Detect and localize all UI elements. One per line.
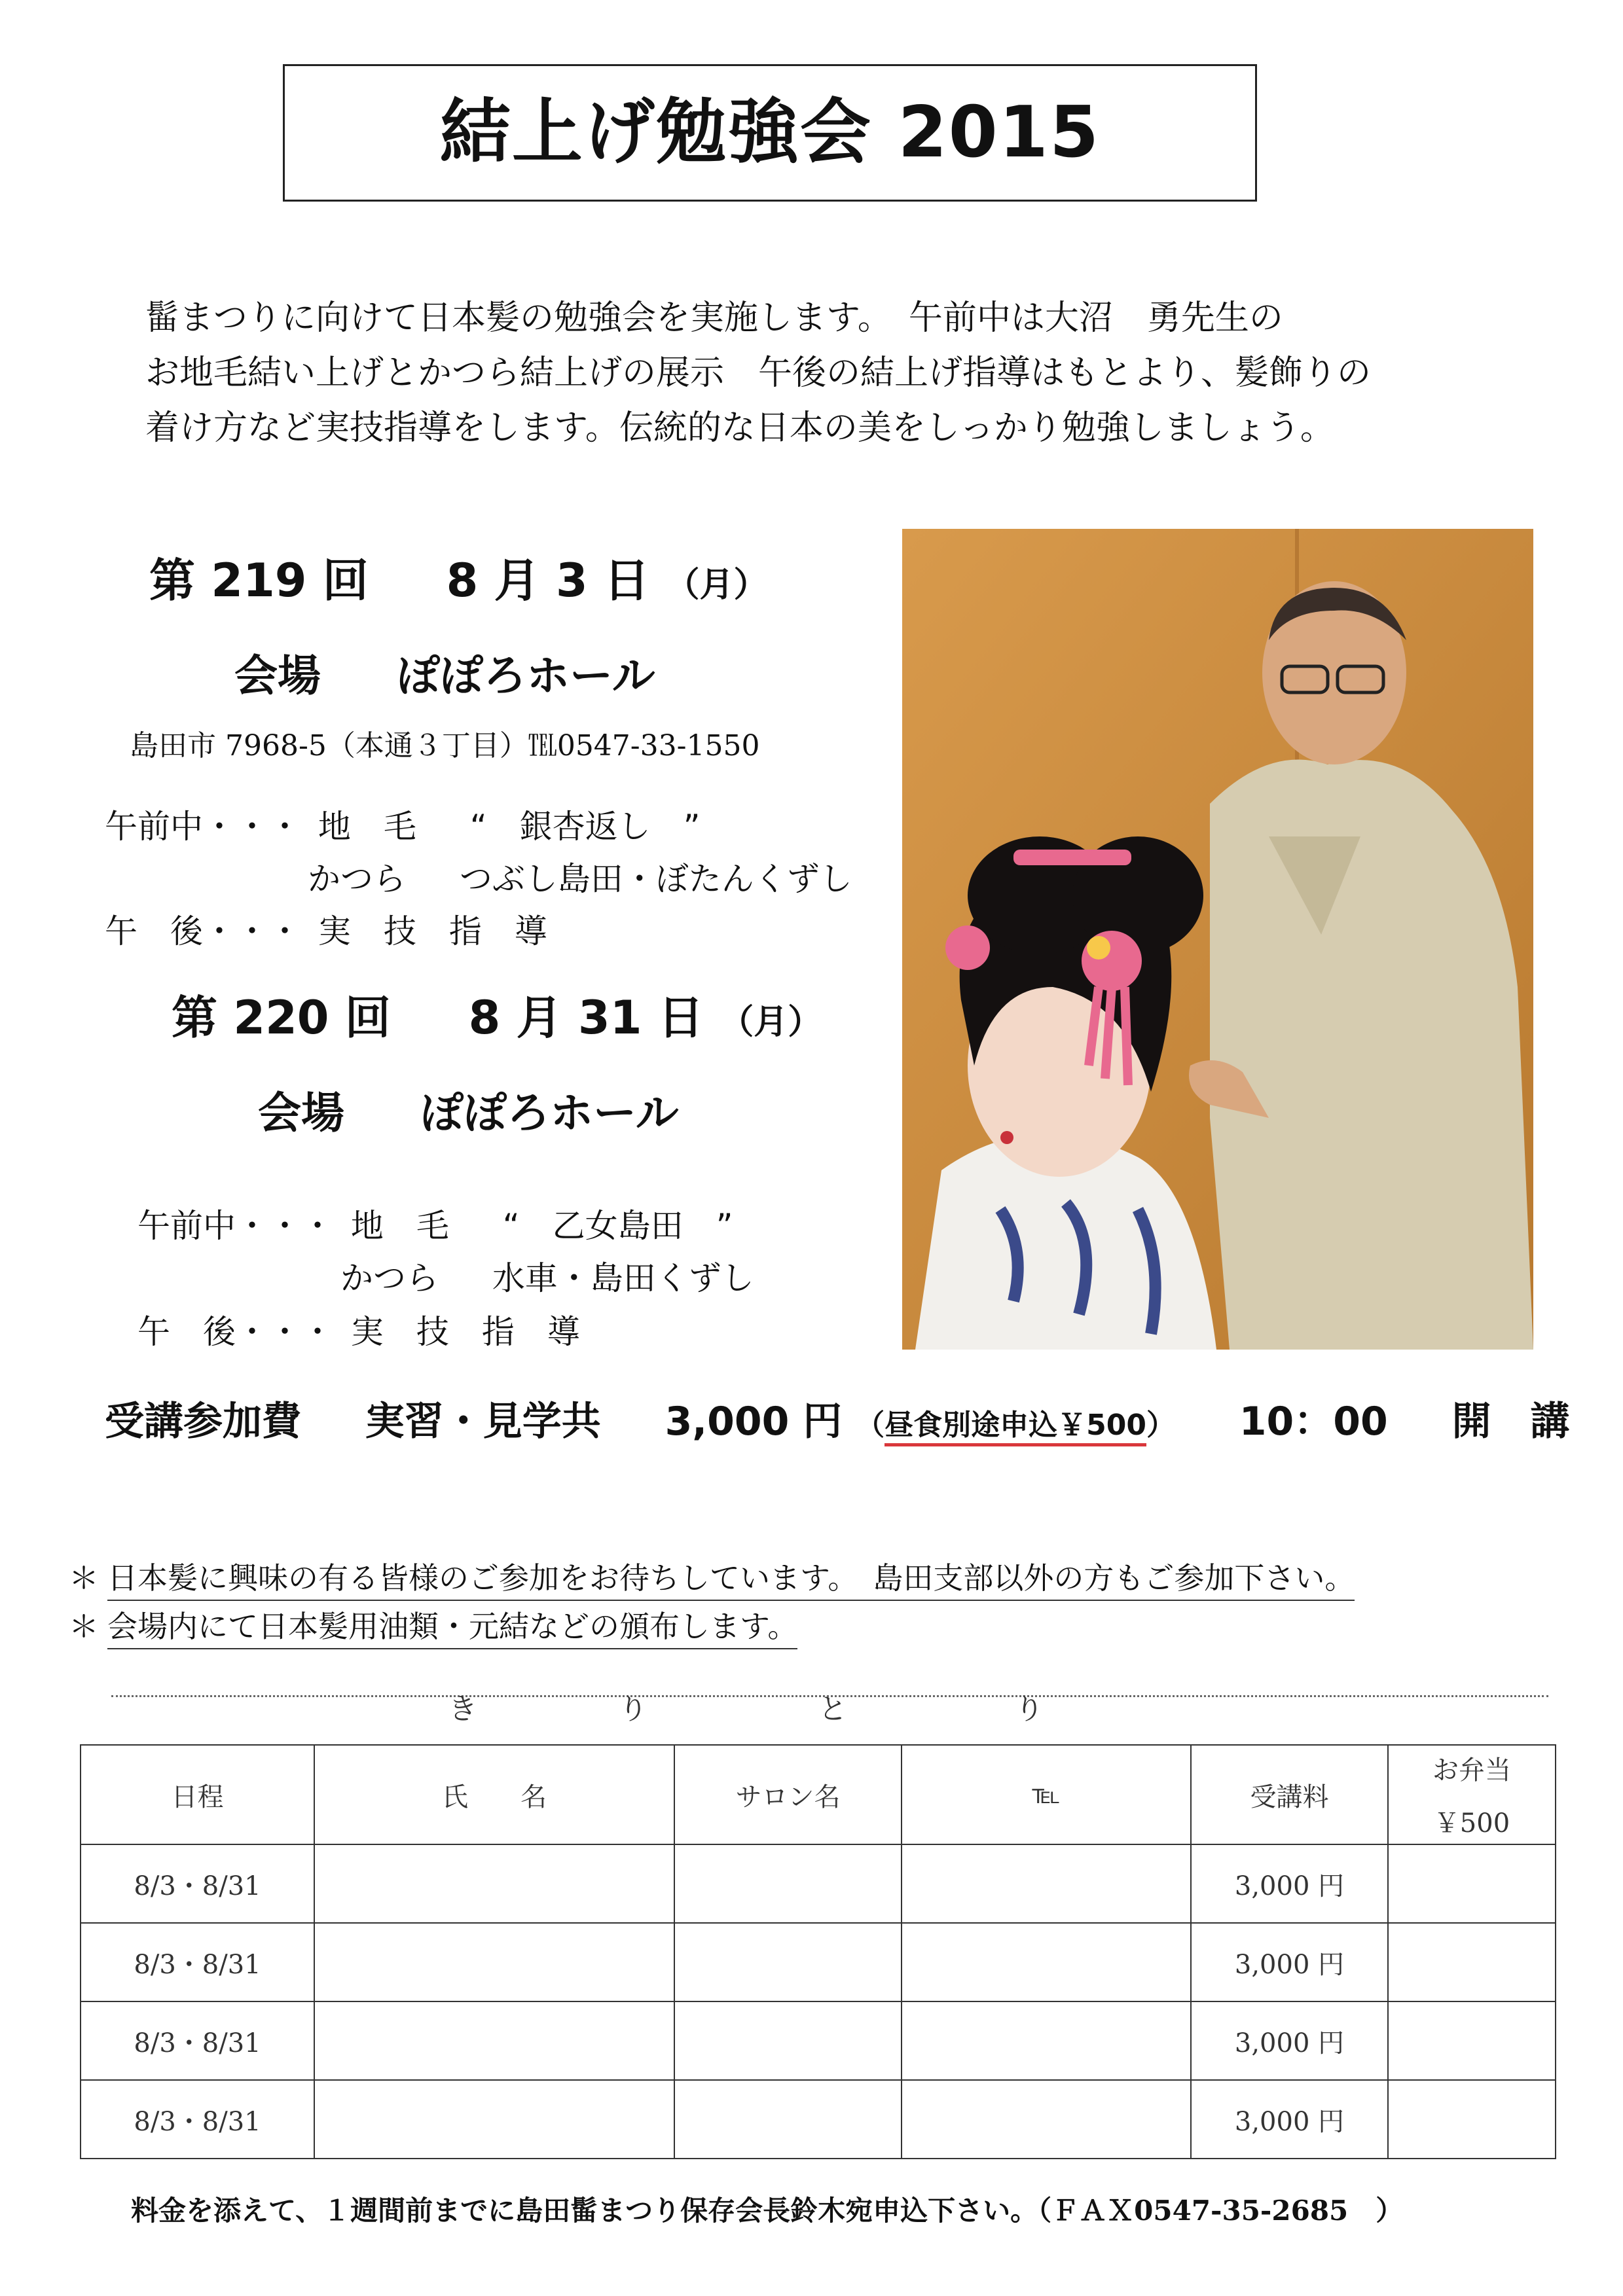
asterisk-icon: ＊ — [69, 1560, 99, 1596]
session1-venue — [234, 651, 655, 701]
row-bento-field[interactable] — [1388, 2001, 1556, 2080]
event-photo — [902, 529, 1533, 1350]
table-row — [81, 2080, 1556, 2159]
session1-date: 8 月 3 日 — [446, 554, 650, 607]
session1-katsura-row — [308, 860, 852, 898]
row-date: 8/3・8/31 — [81, 1923, 314, 2001]
row-tel-field[interactable] — [902, 1923, 1191, 2001]
session1-pm-content: 実 技 指 導 — [318, 912, 547, 950]
page-title: 結上げ勉強会 2015 — [439, 92, 1101, 173]
session2-katsura-row — [340, 1259, 754, 1297]
session2-pm-label: 午 後・・・ — [137, 1313, 334, 1351]
header-fee: 受講料 — [1191, 1745, 1388, 1844]
session1-am-jige-style: “ 銀杏返し ” — [469, 808, 701, 846]
session2-venue-name: ぽぽろホール — [420, 1088, 679, 1138]
fee-note-open: （ — [856, 1408, 885, 1442]
row-bento-field[interactable] — [1388, 1923, 1556, 2001]
row-fee: 3,000 円 — [1191, 1844, 1388, 1923]
fee-scope: 実習・見学共 — [365, 1399, 601, 1444]
row-salon-field[interactable] — [674, 1923, 902, 2001]
session2-weekday: （月） — [720, 1003, 822, 1042]
row-bento-field[interactable] — [1388, 1844, 1556, 1923]
session2-am-row — [137, 1207, 733, 1245]
row-bento-field[interactable] — [1388, 2080, 1556, 2159]
table-row — [81, 2001, 1556, 2080]
title-box — [283, 64, 1257, 202]
intro-paragraph — [145, 291, 1533, 456]
fee-line — [105, 1399, 1570, 1444]
intro-line: お地毛結い上げとかつら結上げの展示 午後の結上げ指導はもとより、髪飾りの — [145, 353, 1372, 393]
header-salon: サロン名 — [674, 1745, 902, 1844]
row-date: 8/3・8/31 — [81, 1844, 314, 1923]
fee-label: 受講参加費 — [105, 1399, 301, 1444]
session1-weekday: （月） — [665, 565, 768, 605]
row-salon-field[interactable] — [674, 2080, 902, 2159]
session1-am-jige: 地 毛 — [318, 808, 416, 846]
intro-line: 着け方など実技指導をします。伝統的な日本の美をしっかり勉強しましょう。 — [145, 408, 1334, 448]
session1-am-katsura: かつら — [308, 860, 406, 898]
fee-note: 昼食別途申込￥500 — [884, 1408, 1146, 1446]
row-tel-field[interactable] — [902, 2080, 1191, 2159]
header-date: 日程 — [81, 1745, 314, 1844]
row-fee: 3,000 円 — [1191, 2001, 1388, 2080]
row-date: 8/3・8/31 — [81, 2001, 314, 2080]
header-bento-price: ￥500 — [1433, 1808, 1510, 1839]
session1-am-label: 午前中・・・ — [105, 808, 301, 846]
table-row — [81, 1923, 1556, 2001]
footer-instructions: 料金を添えて、１週間前までに島田髷まつり保存会長鈴木宛申込下さい。（ＦＡＸ0547-35-2685 ） — [131, 2195, 1404, 2227]
session2-am-jige: 地 毛 — [350, 1207, 449, 1245]
session2-pm-content: 実 技 指 導 — [350, 1313, 580, 1351]
row-tel-field[interactable] — [902, 1844, 1191, 1923]
photo-illustration — [902, 529, 1533, 1350]
session1-venue-label: 会場 — [234, 651, 321, 701]
row-salon-field[interactable] — [674, 1844, 902, 1923]
note-text: 日本髪に興味の有る皆様のご参加をお待ちしています。 島田支部以外の方もご参加下さい。 — [107, 1560, 1355, 1601]
session2-number: 第 220 回 — [172, 991, 391, 1045]
session2-am-katsura-style: 水車・島田くずし — [492, 1259, 754, 1297]
session1-am-row — [105, 808, 701, 846]
intro-line: 髷まつりに向けて日本髪の勉強会を実施します。 午前中は大沼 勇先生の — [145, 298, 1283, 338]
session1-pm-row — [105, 912, 547, 950]
session1-address: 島田市 7968-5（本通３丁目）℡0547-33-1550 — [130, 729, 760, 762]
fee-time: 10：00 — [1239, 1399, 1388, 1444]
session2-date: 8 月 31 日 — [468, 991, 704, 1045]
form-header-row — [81, 1745, 1556, 1844]
row-name-field[interactable] — [314, 2080, 674, 2159]
row-salon-field[interactable] — [674, 2001, 902, 2080]
note-line — [60, 1609, 1501, 1644]
session2-am-jige-style: “ 乙女島田 ” — [502, 1207, 733, 1245]
session2-heading — [172, 991, 822, 1045]
cut-line-char: と — [818, 1693, 847, 1726]
row-fee: 3,000 円 — [1191, 1923, 1388, 2001]
cut-line-char: り — [619, 1693, 647, 1726]
session1-number: 第 219 回 — [149, 554, 369, 607]
header-bento-label: お弁当 — [1432, 1755, 1511, 1785]
fee-amount: 3,000 円 — [665, 1399, 843, 1444]
note-line — [60, 1560, 1501, 1596]
registration-form — [80, 1744, 1556, 2159]
row-name-field[interactable] — [314, 1844, 674, 1923]
header-bento — [1388, 1745, 1556, 1844]
session2-am-katsura: かつら — [340, 1259, 439, 1297]
session2-venue-label: 会場 — [258, 1088, 344, 1138]
fee-note-close: ） — [1146, 1408, 1175, 1442]
row-name-field[interactable] — [314, 2001, 674, 2080]
fee-start: 開 講 — [1451, 1399, 1570, 1444]
note-text: 会場内にて日本髪用油類・元結などの頒布します。 — [107, 1609, 797, 1649]
header-name: 氏 名 — [314, 1745, 674, 1844]
session2-pm-row — [137, 1313, 580, 1351]
cut-line-char: き — [448, 1693, 477, 1726]
asterisk-icon: ＊ — [69, 1609, 99, 1644]
session1-am-katsura-style: つぶし島田・ぼたんくずし — [459, 860, 852, 898]
session1-venue-name: ぽぽろホール — [396, 651, 655, 701]
cut-line-char: り — [1015, 1693, 1044, 1726]
session1-heading — [149, 554, 768, 607]
session1-pm-label: 午 後・・・ — [105, 912, 301, 950]
row-name-field[interactable] — [314, 1923, 674, 2001]
session2-am-label: 午前中・・・ — [137, 1207, 334, 1245]
row-tel-field[interactable] — [902, 2001, 1191, 2080]
row-fee: 3,000 円 — [1191, 2080, 1388, 2159]
header-tel: ℡ — [902, 1745, 1191, 1844]
table-row — [81, 1844, 1556, 1923]
row-date: 8/3・8/31 — [81, 2080, 314, 2159]
session2-venue — [258, 1088, 679, 1138]
